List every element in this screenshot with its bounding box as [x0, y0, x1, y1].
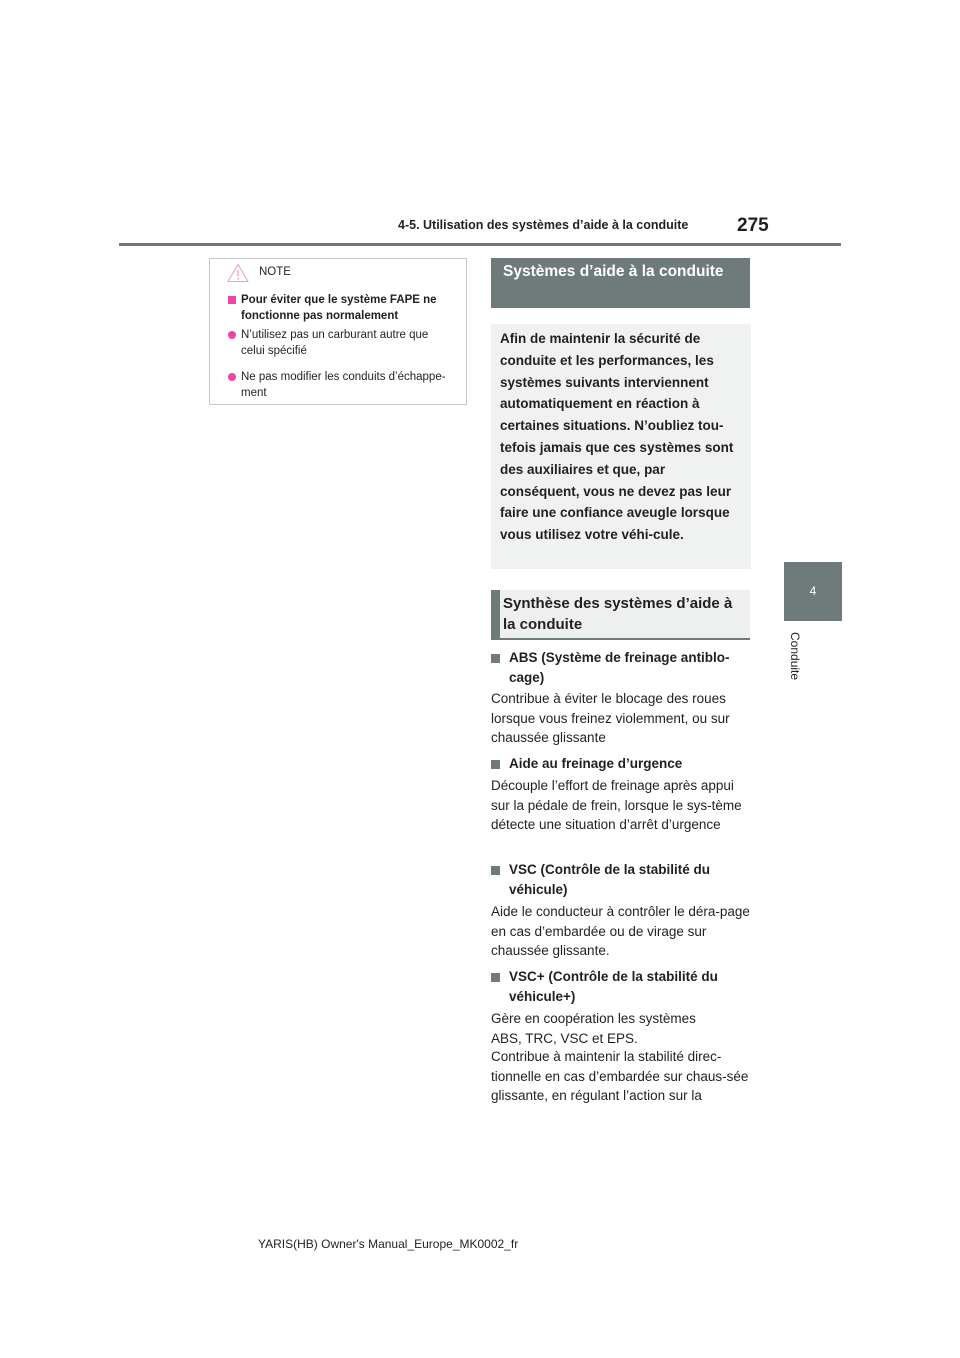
note-box [209, 258, 467, 405]
intro-box: Afin de maintenir la sécurité de conduite et les performances, les systèmes suivants interviennent automatiquement en réaction à certaines situations. N’oubliez tou-tefois jamais que ces systèmes sont des auxiliaires et que, par conséquent, vous ne devez pas leur faire une confiance aveugle lorsque vous utilisez votre véhi-cule. [491, 324, 751, 569]
item-title-vsc: VSC (Contrôle de la stabilité du véhicule) [491, 860, 753, 899]
synthesis-heading: Synthèse des systèmes d’aide à la conduite [491, 590, 750, 640]
page-number: 275 [737, 215, 769, 236]
header-divider [119, 243, 841, 246]
note-item: N’utilisez pas un carburant autre que celui spécifié [228, 327, 452, 359]
note-label: NOTE [259, 266, 291, 278]
footer-text: YARIS(HB) Owner's Manual_Europe_MK0002_fr [258, 1237, 519, 1251]
item-desc-emergency-brake: Découple l’effort de freinage après appui sur la pédale de frein, lorsque le sys-tème détecte une situation d’arrêt d’urgence [491, 778, 742, 832]
square-bullet-icon [491, 866, 500, 875]
square-bullet-icon [228, 292, 236, 309]
dot-bullet-icon [228, 369, 236, 386]
item-title-emergency-brake: Aide au freinage d’urgence [491, 754, 753, 774]
item-desc-abs: Contribue à éviter le blocage des roues lorsque vous freinez violemment, ou sur chaussée glissante [491, 691, 730, 745]
note-header [210, 259, 466, 285]
note-item: Pour éviter que le système FAPE ne fonctionne pas normalement [228, 292, 452, 324]
square-bullet-icon [491, 973, 500, 982]
item-desc-vsc-plus: Gère en coopération les systèmes ABS, TRC, VSC et EPS. [491, 1011, 696, 1046]
dot-bullet-icon [228, 327, 236, 344]
chapter-tab[interactable]: 4 [784, 562, 842, 621]
item-title-vsc-plus: VSC+ (Contrôle de la stabilité du véhicule+) [491, 967, 753, 1006]
section-banner: Systèmes d’aide à la conduite [491, 258, 750, 308]
item-desc-vsc: Aide le conducteur à contrôler le déra-page en cas d’embardée ou de virage sur chaussée glissante. [491, 904, 750, 958]
chapter-label: Conduite [788, 632, 802, 681]
note-item: Ne pas modifier les conduits d’échappe-ment [228, 369, 452, 401]
item-desc-vsc-plus-cont: Contribue à maintenir la stabilité direc-tionnelle en cas d’embardée sur chaus-sée glissante, en régulant l’action sur la [491, 1049, 749, 1103]
warning-triangle-icon [227, 263, 249, 283]
square-bullet-icon [491, 654, 500, 663]
section-title: 4-5. Utilisation des systèmes d’aide à la conduite [398, 218, 689, 232]
square-bullet-icon [491, 760, 500, 769]
item-title-abs: ABS (Système de freinage antiblo-cage) [491, 648, 753, 687]
